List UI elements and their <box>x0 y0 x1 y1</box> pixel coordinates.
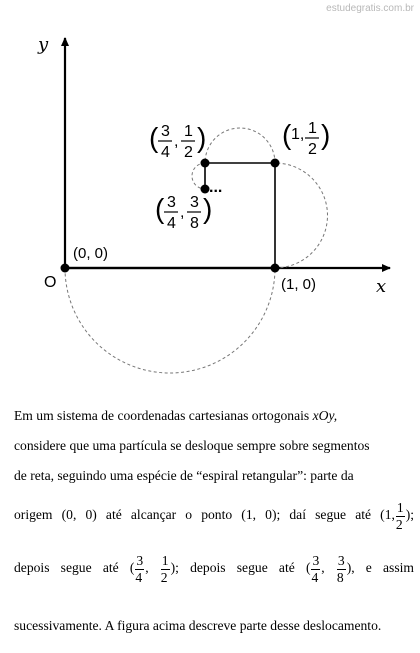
point-1-0 <box>271 264 280 273</box>
label-origin: (0, 0) <box>73 245 109 262</box>
fraction-three-quarters-2: $\frac{3}{4}$ <box>311 552 320 585</box>
text-line-6: sucessivamente. A figura acima descreve parte desse deslocamento. <box>14 618 382 633</box>
svg-text:,: , <box>180 204 185 221</box>
svg-text:3: 3 <box>167 194 176 211</box>
svg-text:1: 1 <box>184 123 193 140</box>
svg-text:(: ( <box>282 119 292 150</box>
svg-text:3: 3 <box>161 123 170 140</box>
svg-text:(: ( <box>149 122 159 153</box>
watermark: estudegratis.com.br <box>326 3 414 14</box>
svg-text:4: 4 <box>161 144 170 161</box>
xoy-term: xOy, <box>312 408 338 423</box>
text-line-5: depois segue até ( $\frac{3}{4}$ , $\frac{1}{2}$ ); depois segue até ( $\frac{3}{4}$ , $\frac{3}{8}$ ), e assim <box>14 552 414 585</box>
point-origin <box>61 264 70 273</box>
label-three-quarters-three-eighths <box>155 193 212 232</box>
label-three-quarters-half <box>149 122 206 161</box>
dashed-arc-1 <box>65 268 275 373</box>
problem-text <box>14 401 414 641</box>
fraction-one-half: $\frac{1}{2}$ <box>395 499 404 532</box>
svg-text:3: 3 <box>190 194 199 211</box>
svg-text:): ) <box>197 122 207 153</box>
fraction-one-half-2: $\frac{1}{2}$ <box>160 552 169 585</box>
text-line-4: origem (0, 0) até alcançar o ponto (1, 0); daí segue até (1, $\frac{1}{2}$ ); <box>14 499 414 532</box>
svg-text:2: 2 <box>184 144 193 161</box>
point-three-quarters-half <box>201 159 210 168</box>
svg-text:2: 2 <box>308 141 317 158</box>
svg-text:(: ( <box>155 193 165 224</box>
svg-text:,: , <box>174 133 179 150</box>
point-1-half <box>271 159 280 168</box>
fraction-three-eighths: $\frac{3}{8}$ <box>336 552 345 585</box>
text-line-1: Em um sistema de coordenadas cartesianas ortogonais xOy, <box>14 408 338 423</box>
text-line-3: de reta, seguindo uma espécie de “espiral retangular”: parte da <box>14 468 354 483</box>
continuation-dots: ... <box>209 179 223 196</box>
dashed-arc-2 <box>275 163 328 268</box>
svg-text:1,: 1, <box>291 126 305 143</box>
svg-text:1: 1 <box>308 120 317 137</box>
svg-text:4: 4 <box>167 215 176 232</box>
svg-text:): ) <box>203 193 213 224</box>
label-1-0: (1, 0) <box>281 276 317 293</box>
label-1-half <box>282 119 330 158</box>
x-axis-label: x <box>376 276 387 297</box>
fraction-three-quarters: $\frac{3}{4}$ <box>135 552 144 585</box>
svg-text:8: 8 <box>190 215 199 232</box>
origin-letter: O <box>44 274 57 291</box>
text-line-2: considere que uma partícula se desloque sempre sobre segmentos <box>14 438 370 453</box>
dashed-arc-3 <box>205 128 275 163</box>
svg-text:): ) <box>321 119 331 150</box>
y-axis-label: y <box>38 34 49 55</box>
